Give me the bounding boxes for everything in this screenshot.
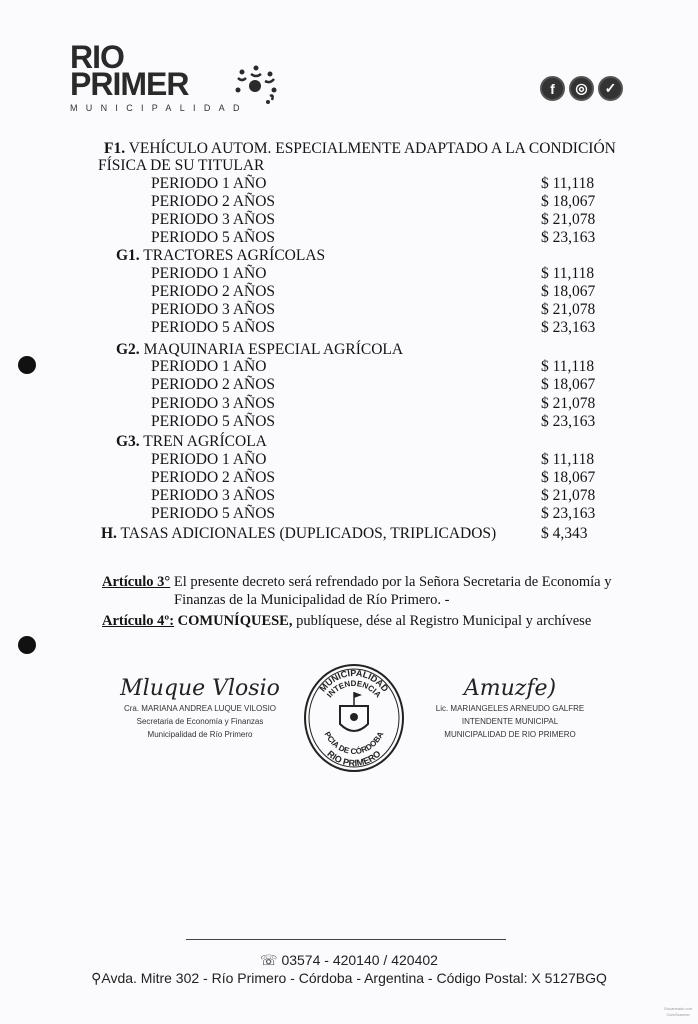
footer-divider xyxy=(186,939,506,940)
section-title xyxy=(116,433,267,451)
signer-name: Lic. MARIANGELES ARNEUDO GALFRE xyxy=(435,704,585,713)
punch-hole xyxy=(18,636,36,654)
address-text: Avda. Mitre 302 - Río Primero - Córdoba - Argentina - Código Postal: X 5127BGQ xyxy=(101,970,607,986)
period-amount: $ 11,118 xyxy=(541,175,595,192)
period-amount: $ 18,067 xyxy=(541,193,596,210)
section-title-continued: FÍSICA DE SU TITULAR xyxy=(98,157,265,174)
handwritten-signature: Amuzfe) xyxy=(463,676,557,701)
period-amount: $ 11,118 xyxy=(541,358,595,375)
section-title-text: VEHÍCULO AUTOM. ESPECIALMENTE ADAPTADO A LA CONDICIÓN xyxy=(125,140,616,157)
punch-hole xyxy=(18,356,36,374)
signer-org: MUNICIPALIDAD DE RIO PRIMERO xyxy=(444,730,576,739)
section-title-text: TRACTORES AGRÍCOLAS xyxy=(139,247,326,264)
period-amount: $ 18,067 xyxy=(541,376,596,393)
period-label: PERIODO 3 AÑOS xyxy=(151,211,276,228)
seal-text-town: RIO PRIMERO xyxy=(325,748,383,769)
period-amount: $ 11,118 xyxy=(541,265,595,282)
map-pin-icon: ⚲ xyxy=(91,970,102,986)
signer-role: INTENDENTE MUNICIPAL xyxy=(461,717,559,726)
signer-org: Municipalidad de Río Primero xyxy=(147,730,253,739)
period-amount: $ 18,067 xyxy=(541,283,596,300)
municipal-seal xyxy=(302,662,406,774)
article-text: El presente decreto será refrendado por la Señora Secretaria de Economía y xyxy=(170,574,612,590)
twitter-icon[interactable]: ✓ xyxy=(598,76,623,101)
section-code: H. xyxy=(101,525,117,542)
logo-text-primer: PRIMER xyxy=(70,66,189,102)
article-3 xyxy=(102,573,611,591)
period-label: PERIODO 2 AÑOS xyxy=(151,283,276,300)
signature-block-secretary xyxy=(100,676,300,741)
section-title xyxy=(104,140,616,158)
section-title xyxy=(101,525,496,543)
section-code: F1. xyxy=(104,140,126,157)
period-label: PERIODO 2 AÑOS xyxy=(151,376,276,393)
period-amount: $ 23,163 xyxy=(541,229,596,246)
period-label: PERIODO 2 AÑOS xyxy=(151,193,276,210)
instagram-icon[interactable]: ◎ xyxy=(569,76,594,101)
period-label: PERIODO 5 AÑOS xyxy=(151,319,276,336)
section-code: G3. xyxy=(116,433,140,450)
article-text: publíquese, dése al Registro Municipal y archívese xyxy=(292,613,592,629)
article-3-continued: Finanzas de la Municipalidad de Río Primero. - xyxy=(174,592,450,608)
article-label: Artículo 4º: xyxy=(102,613,175,629)
footer-address xyxy=(0,970,698,987)
period-amount: $ 21,078 xyxy=(541,301,596,318)
period-label: PERIODO 1 AÑO xyxy=(151,265,267,282)
section-amount: $ 4,343 xyxy=(541,525,588,542)
section-title-text: TREN AGRÍCOLA xyxy=(139,433,267,450)
period-amount: $ 21,078 xyxy=(541,487,596,504)
social-links xyxy=(540,76,623,101)
section-title-text: TASAS ADICIONALES (DUPLICADOS, TRIPLICADOS) xyxy=(116,525,497,542)
logo-subtitle: MUNICIPALIDAD xyxy=(70,103,248,113)
signer-role: Secretaria de Economía y Finanzas xyxy=(136,717,264,726)
municipality-logo xyxy=(70,39,248,113)
period-label: PERIODO 1 AÑO xyxy=(151,358,267,375)
footer-phone xyxy=(0,952,698,969)
period-label: PERIODO 3 AÑOS xyxy=(151,395,276,412)
period-amount: $ 18,067 xyxy=(541,469,596,486)
period-label: PERIODO 5 AÑOS xyxy=(151,413,276,430)
period-label: PERIODO 2 AÑOS xyxy=(151,469,276,486)
section-title xyxy=(116,247,325,265)
phone-icon: ☏ xyxy=(260,952,278,968)
seal-text-province: PCIA DE CÓRDOBA xyxy=(322,730,386,757)
watermark-line2: CamScanner xyxy=(666,1012,690,1017)
section-code: G2. xyxy=(116,341,140,358)
period-label: PERIODO 1 AÑO xyxy=(151,175,267,192)
phone-number: 03574 - 420140 / 420402 xyxy=(281,952,438,968)
period-label: PERIODO 5 AÑOS xyxy=(151,505,276,522)
section-code: G1. xyxy=(116,247,140,264)
period-label: PERIODO 5 AÑOS xyxy=(151,229,276,246)
seal-text-top: MUNICIPALIDAD xyxy=(317,667,391,694)
watermark-line1: Escaneado con xyxy=(664,1006,692,1011)
article-label: Artículo 3° xyxy=(102,574,171,590)
period-label: PERIODO 3 AÑOS xyxy=(151,487,276,504)
period-amount: $ 11,118 xyxy=(541,451,595,468)
section-title-text: MAQUINARIA ESPECIAL AGRÍCOLA xyxy=(139,341,404,358)
period-amount: $ 21,078 xyxy=(541,211,596,228)
period-label: PERIODO 3 AÑOS xyxy=(151,301,276,318)
handwritten-signature: Mluque Vlosio xyxy=(120,676,280,701)
scanner-watermark xyxy=(664,1006,692,1018)
signer-name: Cra. MARIANA ANDREA LUQUE VILOSIO xyxy=(123,704,277,713)
article-4 xyxy=(102,612,591,630)
section-title xyxy=(116,341,403,359)
period-amount: $ 23,163 xyxy=(541,413,596,430)
signature-block-mayor xyxy=(420,676,600,741)
facebook-icon[interactable]: f xyxy=(540,76,565,101)
article-emphasis: COMUNÍQUESE, xyxy=(174,613,293,629)
logo-text-rio: RIO xyxy=(70,39,124,75)
period-amount: $ 21,078 xyxy=(541,395,596,412)
period-label: PERIODO 1 AÑO xyxy=(151,451,267,468)
period-amount: $ 23,163 xyxy=(541,319,596,336)
period-amount: $ 23,163 xyxy=(541,505,596,522)
sun-people-icon xyxy=(232,64,278,104)
seal-text-middle: INTENDENCIA xyxy=(325,678,383,700)
